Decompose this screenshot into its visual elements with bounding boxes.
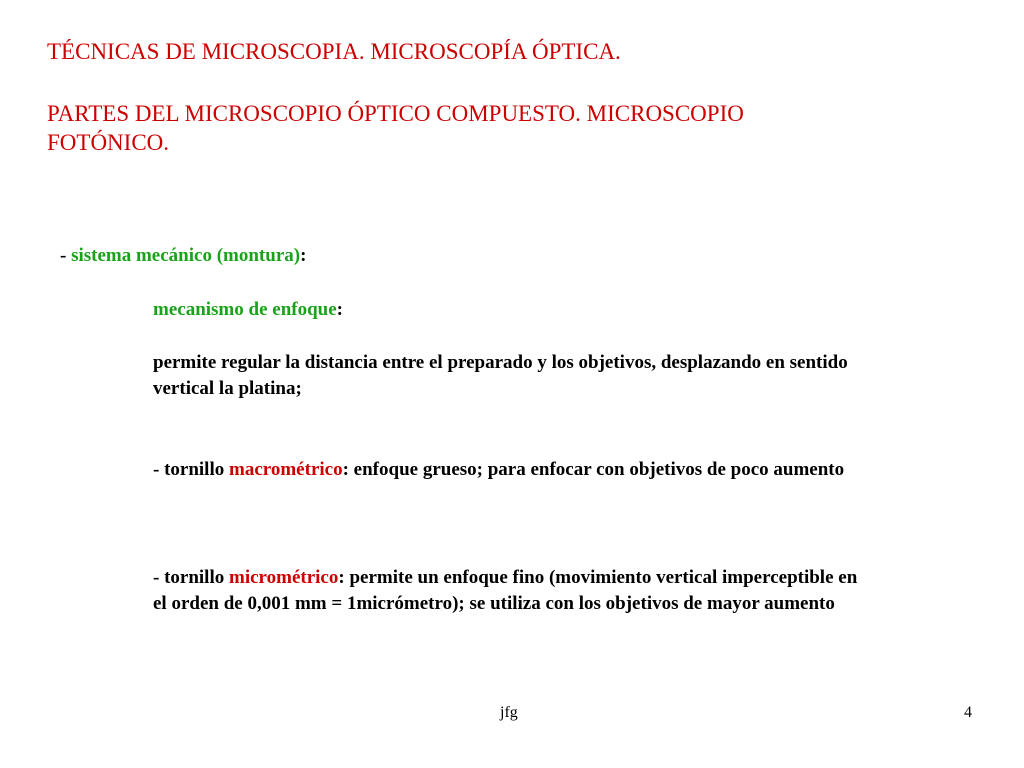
section-prefix: - bbox=[60, 245, 72, 266]
slide-title: TÉCNICAS DE MICROSCOPIA. MICROSCOPÍA ÓPTICA. bbox=[47, 39, 621, 64]
subheading-term: mecanismo de enfoque bbox=[153, 299, 337, 320]
description: permite regular la distancia entre el preparado y los objetivos, desplazando en sentido vertical la platina; bbox=[153, 352, 848, 399]
bullet-prefix: - tornillo bbox=[153, 459, 229, 480]
bullet-micrometrico bbox=[153, 565, 873, 617]
subheading-colon: : bbox=[336, 299, 343, 320]
section-heading-colon: : bbox=[300, 245, 307, 266]
footer-author: jfg bbox=[500, 704, 518, 721]
section-heading bbox=[60, 243, 306, 269]
section-heading-term: sistema mecánico (montura) bbox=[71, 245, 301, 266]
bullet-prefix: - tornillo bbox=[153, 567, 229, 588]
bullet-text: : enfoque grueso; para enfocar con objetivos de poco aumento bbox=[342, 459, 845, 480]
page-number: 4 bbox=[964, 704, 972, 721]
bullet-term: macrométrico bbox=[229, 459, 343, 480]
slide-subtitle: PARTES DEL MICROSCOPIO ÓPTICO COMPUESTO. MICROSCOPIO FOTÓNICO. bbox=[47, 101, 744, 155]
bullet-term: micrométrico bbox=[229, 567, 339, 588]
bullet-macrometrico bbox=[153, 457, 873, 483]
bullet-text: : permite un enfoque fino (movimiento vertical imperceptible en el orden de 0,001 mm = 1micrómetro); se utiliza con los objetivos de mayor aumento bbox=[153, 567, 858, 614]
subheading bbox=[153, 297, 343, 323]
